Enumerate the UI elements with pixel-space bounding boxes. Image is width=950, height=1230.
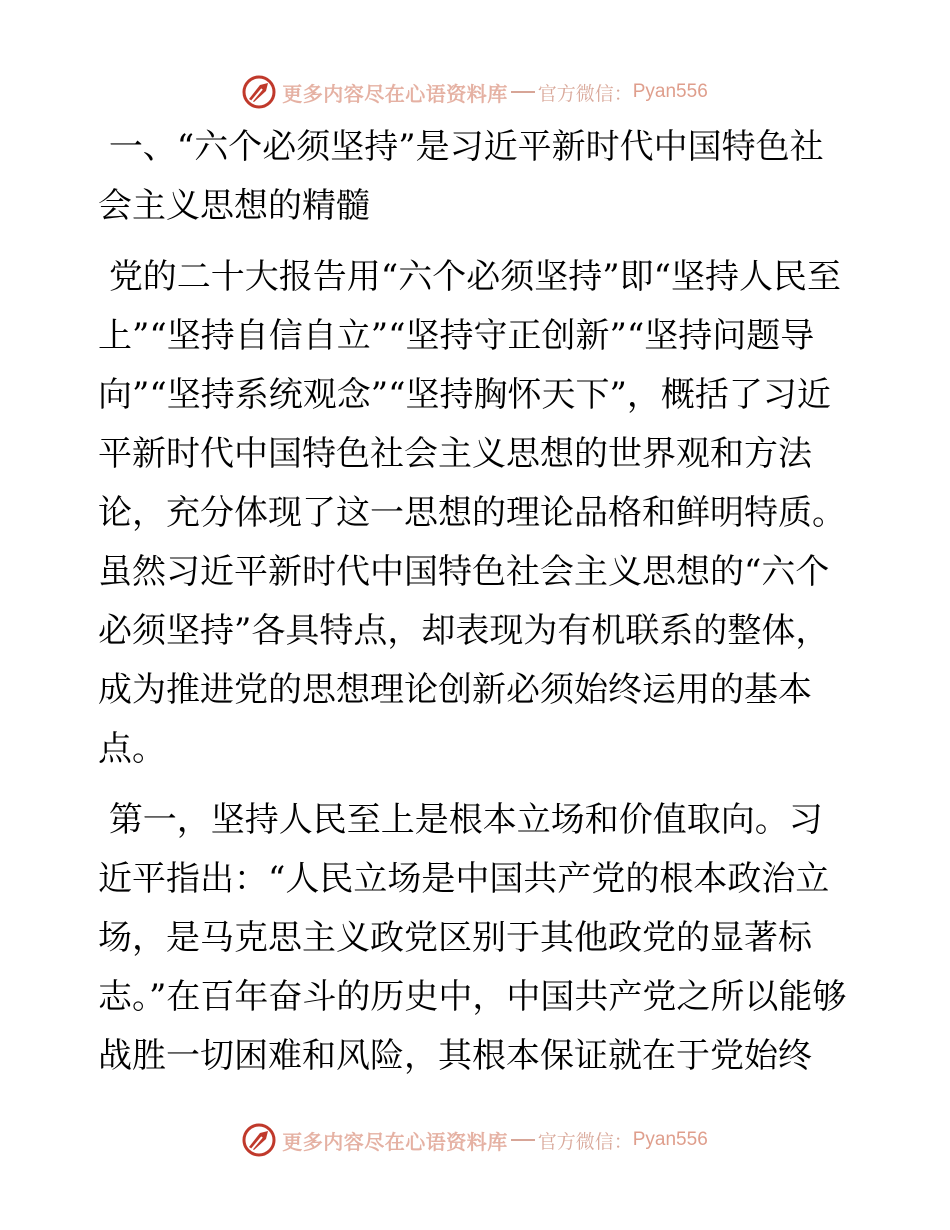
watermark-wechat-id: Pyan556: [632, 1129, 708, 1150]
watermark-label: 官方微信：: [537, 1130, 633, 1153]
watermark-wechat-id: Pyan556: [632, 81, 708, 102]
paragraph-2: 第一，坚持人民至上是根本立场和价值取向。习近平指出：“人民立场是中国共产党的根本政治立场，是马克思主义政党区别于其他政党的显著标志。”在百年奋斗的历史中，中国共产党之所以能够战胜一切困难和风险，其根本保证就在于党始终: [98, 800, 847, 1076]
logo-icon: [242, 1123, 276, 1157]
logo-icon: [242, 75, 276, 109]
section-heading: 一、“六个必须坚持”是习近平新时代中国特色社会主义思想的精髓: [98, 127, 824, 226]
watermark-footer: [0, 1120, 950, 1160]
document-body: [98, 118, 850, 1086]
watermark-header: [0, 72, 950, 112]
watermark-text: 更多内容尽在心语资料库: [282, 1129, 508, 1154]
watermark-dash: [511, 1139, 535, 1141]
watermark-dash: [511, 91, 535, 93]
watermark-label: 官方微信：: [537, 82, 633, 105]
watermark-text: 更多内容尽在心语资料库: [282, 81, 508, 106]
paragraph-1: 党的二十大报告用“六个必须坚持”即“坚持人民至上”“坚持自信自立”“坚持守正创新”“坚持问题导向”“坚持系统观念”“坚持胸怀天下”，概括了习近平新时代中国特色社会主义思想的世界观和方法论，充分体现了这一思想的理论品格和鲜明特质。虽然习近平新时代中国特色社会主义思想的“六个必须坚持”各具特点，却表现为有机联系的整体，成为推进党的思想理论创新必须始终运用的基本点。: [98, 257, 846, 769]
